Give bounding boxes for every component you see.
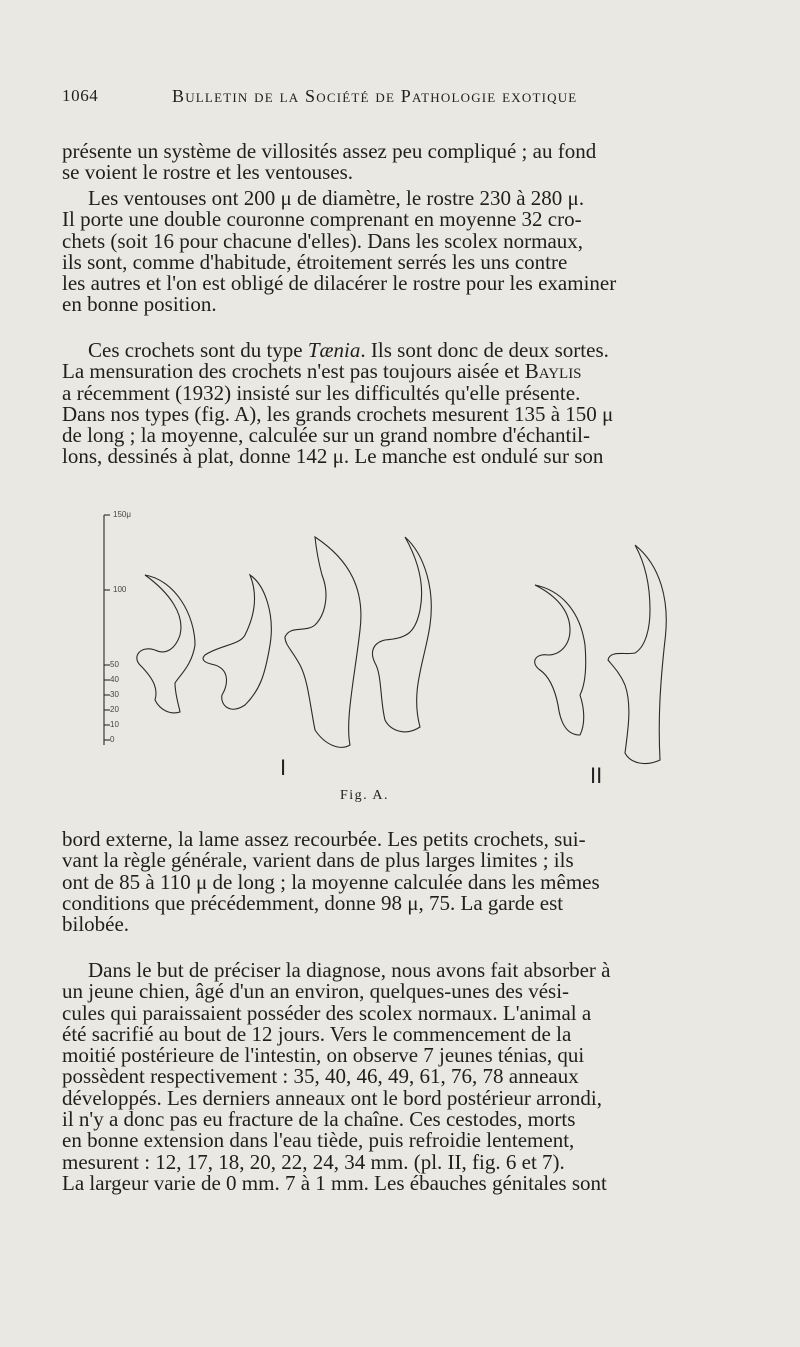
- figure-caption: Fig. A.: [340, 788, 390, 803]
- text-line: ils sont, comme d'habitude, étroitement serrés les uns contre: [62, 249, 568, 274]
- large-hook-1: [285, 537, 361, 747]
- text-line: La largeur varie de 0 mm. 7 à 1 mm. Les ébauches génitales sont: [62, 1170, 607, 1195]
- text-line: en bonne position.: [62, 292, 217, 317]
- paragraph-5: [62, 960, 706, 1194]
- genus-name: Tænia: [307, 338, 361, 362]
- group-label-ii: II: [590, 763, 603, 788]
- scale-label: 20: [110, 705, 119, 714]
- text-line: chets (soit 16 pour chacune d'elles). Dans les scolex normaux,: [62, 228, 584, 253]
- running-title: Bulletin de la Société de Pathologie exotique: [172, 86, 578, 106]
- text-line: lons, dessinés à plat, donne 142 μ. Le manche est ondulé sur son: [62, 444, 604, 469]
- text-line: Dans nos types (fig. A), les grands crochets mesurent 135 à 150 μ: [62, 401, 614, 426]
- text-line: bilobée.: [62, 912, 130, 937]
- small-hook-3: [535, 585, 586, 735]
- text-line: présente un système de villosités assez peu compliqué ; au fond: [62, 139, 597, 163]
- text-line: les autres et l'on est obligé de dilacérer le rostre pour les examiner: [62, 271, 617, 296]
- text-line: Dans le but de préciser la diagnose, nous avons fait absorber à: [88, 958, 611, 982]
- text-line: Les ventouses ont 200 μ de diamètre, le rostre 230 à 280 μ.: [88, 186, 585, 210]
- text-line: en bonne extension dans l'eau tiède, puis refroidie lentement,: [62, 1128, 575, 1153]
- author-name: Baylis: [524, 359, 582, 384]
- text-line: La mensuration des crochets n'est pas toujours aisée et Baylis: [62, 359, 582, 384]
- large-hook-3: [608, 545, 666, 764]
- paragraph-1: [62, 141, 706, 184]
- text-line: Ces crochets sont du type Tænia. Ils sont donc de deux sortes.: [88, 338, 609, 362]
- text-line: se voient le rostre et les ventouses.: [62, 160, 354, 185]
- scale-label: 150μ: [113, 510, 131, 519]
- small-hook-2: [203, 575, 271, 709]
- text-line: conditions que précédemment, donne 98 μ, 75. La garde est: [62, 890, 564, 915]
- scale-label: 0: [110, 735, 115, 744]
- text-line: un jeune chien, âgé d'un an environ, quelques-unes des vési-: [62, 979, 570, 1004]
- hook-drawings: [80, 505, 720, 805]
- text-line: développés. Les derniers anneaux ont le bord postérieur arrondi,: [62, 1085, 602, 1110]
- text-line: Il porte une double couronne comprenant en moyenne 32 cro-: [62, 207, 582, 232]
- text-line: il n'y a donc pas eu fracture de la chaîne. Ces cestodes, morts: [62, 1107, 576, 1132]
- text-line: a récemment (1932) insisté sur les difficultés qu'elle présente.: [62, 380, 581, 405]
- text-line: de long ; la moyenne, calculée sur un grand nombre d'échantil-: [62, 423, 591, 448]
- small-hook-1: [137, 575, 195, 713]
- text-line: ont de 85 à 110 μ de long ; la moyenne calculée dans les mêmes: [62, 869, 600, 894]
- text-line: cules qui paraissaient posséder des scolex normaux. L'animal a: [62, 1000, 592, 1025]
- paragraph-2: [62, 188, 706, 316]
- text-line: vant la règle générale, varient dans de plus larges limites ; ils: [62, 848, 574, 873]
- figure-a: [80, 505, 720, 805]
- paragraph-4: [62, 829, 706, 935]
- paragraph-3: [62, 340, 706, 468]
- large-hook-2: [372, 537, 431, 732]
- scale-label: 10: [110, 720, 119, 729]
- scale-label: 100: [113, 585, 127, 594]
- text-line: été sacrifié au bout de 12 jours. Vers le commencement de la: [62, 1021, 572, 1046]
- page-number: 1064: [62, 86, 99, 105]
- text-line: mesurent : 12, 17, 18, 20, 22, 24, 34 mm. (pl. II, fig. 6 et 7).: [62, 1149, 565, 1174]
- scale-label: 30: [110, 690, 119, 699]
- scale-label: 50: [110, 660, 119, 669]
- text-line: possèdent respectivement : 35, 40, 46, 49, 61, 76, 78 anneaux: [62, 1064, 579, 1089]
- scale-label: 40: [110, 675, 119, 684]
- group-label-i: I: [280, 755, 287, 780]
- text-line: bord externe, la lame assez recourbée. Les petits crochets, sui-: [62, 827, 586, 851]
- text-line: moitié postérieure de l'intestin, on observe 7 jeunes ténias, qui: [62, 1043, 585, 1068]
